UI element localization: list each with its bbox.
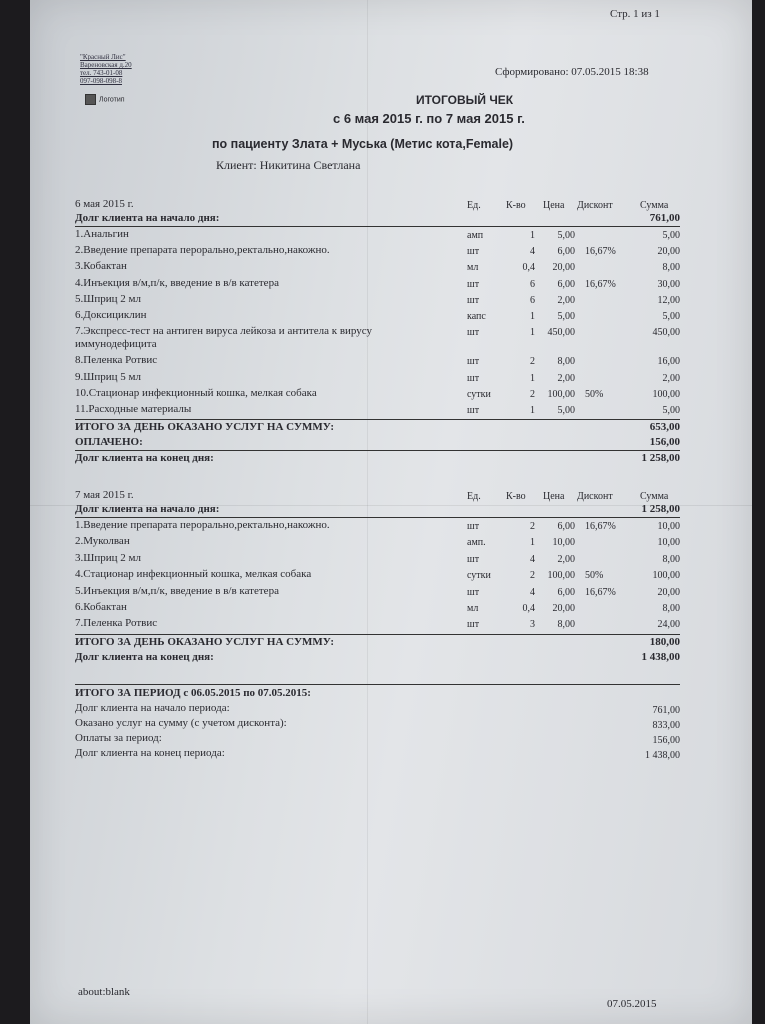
day1-item-name: 1.Анальгин [75,228,129,240]
day2-item-name: 6.Кобактан [75,601,127,613]
day2-item-unit: мл [467,603,479,614]
summary-divider [75,684,680,685]
day2-date: 7 мая 2015 г. [75,489,134,501]
receipt-period: с 6 мая 2015 г. по 7 мая 2015 г. [333,111,525,126]
day1-col-unit: Ед. [467,200,481,211]
day1-item-unit: шт [467,294,480,306]
day2-item-qty: 2 [530,521,535,532]
day2-debt-end: 1 438,00 [641,650,680,663]
footer-date: 07.05.2015 [607,998,657,1010]
day1-item-price: 20,00 [552,262,575,274]
day1-item-unit: мл [467,262,479,274]
day1-item-price: 5,00 [557,230,575,241]
day1-item-sum: 20,00 [657,246,680,258]
day1-item-sum: 100,00 [652,388,680,400]
day1-item-name: 8.Пеленка Ротвис [75,354,158,367]
day1-item-sum: 450,00 [652,327,680,339]
logo-label: Логотип [99,96,125,104]
day1-item-qty: 6 [530,278,535,290]
day2-item-qty: 4 [530,586,535,598]
day2-header-line [75,517,680,518]
day2-item-sum: 20,00 [657,586,680,598]
day1-item-qty: 1 [530,230,535,241]
day2-item-sum: 10,00 [657,537,680,549]
day1-item-sum: 5,00 [662,311,680,322]
day2-col-sum: Сумма [640,491,669,502]
day2-col-qty: К-во [506,491,526,502]
day1-item-qty: 2 [530,388,535,400]
day2-item-sum: 8,00 [662,603,680,614]
day1-item-name: 2.Введение препарата перорально,ректально,накожно. [75,244,330,257]
clinic-info [80,53,132,85]
day1-item-name-cont: иммунодефицита [75,338,157,351]
day2-col-unit: Ед. [467,491,481,502]
day1-header-line [75,226,680,227]
day1-item-qty: 0,4 [522,262,535,274]
day1-col-price: Цена [543,200,565,211]
day1-item-sum: 5,00 [662,405,680,416]
summary-row-label: Оплаты за период: [75,732,162,744]
day1-paid-label: ОПЛАЧЕНО: [75,436,143,449]
day1-item-price: 8,00 [557,356,575,368]
day2-item-sum: 100,00 [652,570,680,582]
day2-item-qty: 3 [530,619,535,631]
day1-item-sum: 2,00 [662,372,680,384]
day1-item-name: 7.Экспресс-тест на антиген вируса лейкоза и антитела к вирусу [75,325,372,338]
day2-item-price: 2,00 [557,553,575,565]
day1-item-unit: сутки [467,388,491,400]
logo-icon [85,94,96,105]
day1-item-price: 6,00 [557,246,575,258]
day2-item-qty: 0,4 [522,603,535,614]
fold-line-vertical [367,0,368,1024]
day1-item-discount: 50% [585,388,604,400]
day1-item-price: 5,00 [557,405,575,416]
day2-col-discount: Дисконт [577,491,613,502]
day1-item-name: 9.Шприц 5 мл [75,370,141,383]
day2-total-line [75,634,680,635]
day1-item-unit: капс [467,311,486,322]
day2-item-price: 100,00 [547,570,575,582]
day2-item-price: 8,00 [557,619,575,631]
day1-item-sum: 5,00 [662,230,680,241]
day2-item-qty: 2 [530,570,535,582]
day1-col-qty: К-во [506,200,526,211]
day2-item-unit: шт [467,619,480,631]
day2-item-unit: шт [467,586,480,598]
day1-item-price: 2,00 [557,294,575,306]
logo [85,94,125,105]
summary-row-value: 833,00 [652,720,680,731]
day1-item-qty: 1 [530,311,535,322]
summary-row-label: Оказано услуг на сумму (с учетом дисконта): [75,717,287,729]
day1-item-unit: амп [467,230,484,241]
day2-item-sum: 10,00 [657,521,680,532]
day2-debt-start: 1 258,00 [641,503,680,515]
day2-item-name: 7.Пеленка Ротвис [75,617,158,630]
day1-debt-start-label: Долг клиента на начало дня: [75,212,220,224]
summary-row-value: 1 438,00 [645,750,680,761]
day1-item-discount: 16,67% [585,278,616,290]
day1-debt-start: 761,00 [649,212,680,224]
day1-item-unit: шт [467,327,480,339]
day2-item-sum: 24,00 [657,619,680,631]
day1-item-name: 6.Доксициклин [75,309,147,321]
day2-item-unit: шт [467,521,480,532]
day2-debt-start-label: Долг клиента на начало дня: [75,503,220,515]
day2-item-unit: сутки [467,570,491,582]
page-number: Стр. 1 из 1 [610,8,660,20]
day1-item-qty: 6 [530,294,535,306]
generated-time: Сформировано: 07.05.2015 18:38 [495,66,649,78]
clinic-phone1: тел. 743-01-08 [80,69,123,77]
day1-item-unit: шт [467,405,480,416]
summary-title: ИТОГО ЗА ПЕРИОД с 06.05.2015 по 07.05.2015: [75,687,311,699]
day1-item-qty: 1 [530,372,535,384]
day2-item-qty: 4 [530,553,535,565]
day1-item-qty: 4 [530,246,535,258]
patient-info: по пациенту Злата + Муська (Метис кота,Female) [212,137,514,151]
day1-item-sum: 12,00 [657,294,680,306]
day1-debt-end: 1 258,00 [641,452,680,465]
day2-item-unit: шт [467,553,480,565]
day1-item-discount: 16,67% [585,246,616,258]
day2-col-price: Цена [543,491,565,502]
day1-item-name: 5.Шприц 2 мл [75,292,141,305]
day1-item-qty: 1 [530,405,535,416]
day1-item-price: 2,00 [557,372,575,384]
day1-item-price: 5,00 [557,311,575,322]
day2-item-name: 5.Инъекция в/м,п/к, введение в в/в катетера [75,584,279,597]
day2-item-discount: 16,67% [585,586,616,598]
day1-item-price: 450,00 [547,327,575,339]
day2-item-price: 20,00 [552,603,575,614]
day1-item-unit: шт [467,356,480,368]
day2-item-name: 3.Шприц 2 мл [75,551,141,564]
day1-item-unit: шт [467,372,480,384]
summary-row-label: Долг клиента на конец периода: [75,747,225,759]
client-name: Клиент: Никитина Светлана [216,158,361,172]
day1-date: 6 мая 2015 г. [75,198,134,210]
day2-item-name: 1.Введение препарата перорально,ректально,накожно. [75,519,330,531]
day2-item-price: 10,00 [552,537,575,549]
summary-row-label: Долг клиента на начало периода: [75,702,230,714]
day2-item-sum: 8,00 [662,553,680,565]
summary-row-value: 156,00 [652,735,680,746]
day1-item-sum: 16,00 [657,356,680,368]
day1-total: 653,00 [649,421,680,434]
day1-debt-end-label: Долг клиента на конец дня: [75,452,214,465]
clinic-address: Вареновская д.20 [80,61,132,69]
day1-item-name: 10.Стационар инфекционный кошка, мелкая собака [75,386,317,399]
day1-item-unit: шт [467,278,480,290]
day2-item-price: 6,00 [557,586,575,598]
day2-debt-end-label: Долг клиента на конец дня: [75,650,214,663]
day1-total-label: ИТОГО ЗА ДЕНЬ ОКАЗАНО УСЛУГ НА СУММУ: [75,421,335,434]
day2-item-name: 4.Стационар инфекционный кошка, мелкая собака [75,568,312,581]
day2-total-label: ИТОГО ЗА ДЕНЬ ОКАЗАНО УСЛУГ НА СУММУ: [75,635,335,648]
day1-paid: 156,00 [649,436,680,449]
day2-item-discount: 16,67% [585,521,616,532]
day1-item-sum: 30,00 [657,278,680,290]
day1-item-name: 4.Инъекция в/м,п/к, введение в в/в катетера [75,276,279,289]
day1-item-price: 100,00 [547,388,575,400]
receipt-paper [30,0,752,1024]
day2-item-name: 2.Муколван [75,535,130,548]
footer-url: about:blank [78,986,130,998]
day1-item-price: 6,00 [557,278,575,290]
clinic-name: "Красный Лис" [80,53,126,61]
day1-item-qty: 1 [530,327,535,339]
day1-item-sum: 8,00 [662,262,680,274]
day1-item-unit: шт [467,246,480,258]
day2-item-qty: 1 [530,537,535,549]
day2-item-price: 6,00 [557,521,575,532]
day2-item-unit: амп. [467,537,486,549]
day1-item-qty: 2 [530,356,535,368]
day2-item-discount: 50% [585,570,604,582]
receipt-title: ИТОГОВЫЙ ЧЕК [416,93,514,107]
day1-total-line [75,419,680,420]
day1-paid-line [75,450,680,451]
summary-row-value: 761,00 [652,705,680,716]
day1-col-sum: Сумма [640,200,669,211]
clinic-phone2: 097-098-098-8 [80,77,122,85]
day1-col-discount: Дисконт [577,200,613,211]
day2-total: 180,00 [649,635,680,648]
day1-item-name: 3.Кобактан [75,260,127,273]
day1-item-name: 11.Расходные материалы [75,403,192,415]
